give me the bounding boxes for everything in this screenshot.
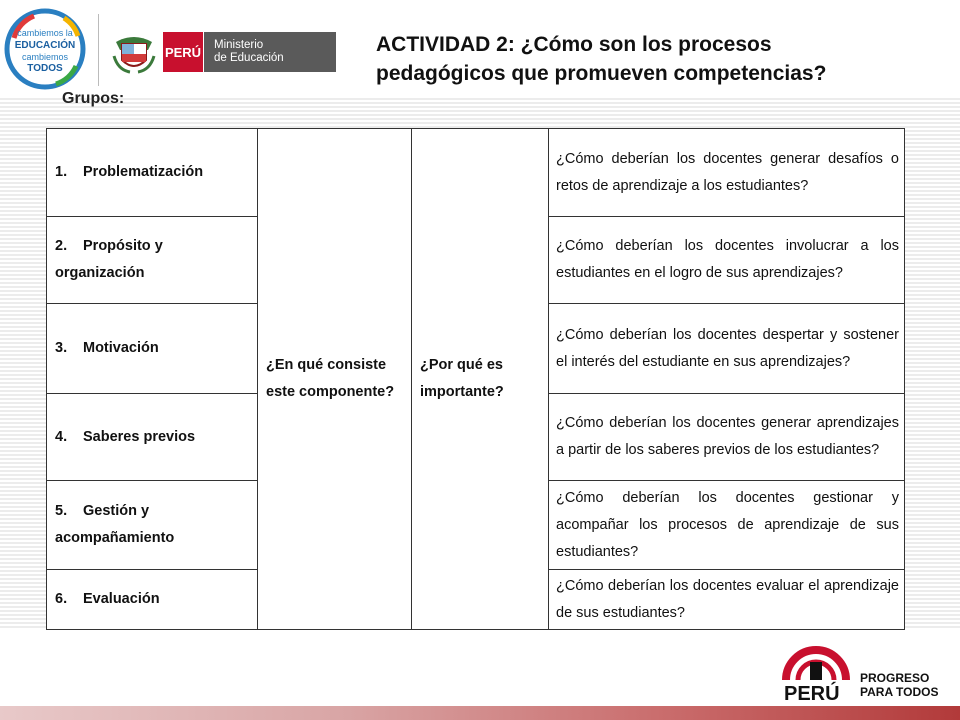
peru-logo-line-1: PROGRESO xyxy=(860,671,930,685)
peru-logo-word: PERÚ xyxy=(784,683,840,702)
group-name: Evaluación xyxy=(83,591,160,607)
group-number: 2. xyxy=(55,238,68,254)
group-cell xyxy=(47,394,258,481)
page-title xyxy=(376,30,936,88)
component-question-cell: ¿En qué consiste este componente? xyxy=(258,129,412,630)
title-line-1: ACTIVIDAD 2: ¿Cómo son los procesos xyxy=(376,33,772,56)
group-name: Gestión y acompañamiento xyxy=(55,503,175,546)
group-number: 4. xyxy=(55,428,68,445)
group-name: Motivación xyxy=(83,340,159,356)
guiding-question-cell: ¿Cómo deberían los docentes gestionar y acompañar los procesos de aprendizaje de sus estudiantes? xyxy=(549,481,905,570)
bottom-accent-bar xyxy=(0,706,960,720)
guiding-question-cell: ¿Cómo deberían los docentes despertar y sostener el interés del estudiante en sus aprendizajes? xyxy=(549,304,905,394)
campaign-text-1: cambiemos la xyxy=(17,28,73,38)
table-row xyxy=(47,129,905,217)
group-cell xyxy=(47,481,258,570)
guiding-question-cell: ¿Cómo deberían los docentes generar aprendizajes a partir de los saberes previos de los estudiantes? xyxy=(549,394,905,481)
group-number: 6. xyxy=(55,591,68,607)
group-number: 3. xyxy=(55,340,68,356)
group-cell xyxy=(47,304,258,394)
header-divider xyxy=(98,14,99,86)
importance-question-cell: ¿Por qué es importante? xyxy=(412,129,549,630)
group-name: Propósito y organización xyxy=(55,238,163,281)
campaign-text-2: EDUCACIÓN xyxy=(14,40,76,51)
ministry-line-2: de Educación xyxy=(214,52,284,64)
peru-logo-line-2: PARA TODOS xyxy=(860,685,939,699)
title-line-2: pedagógicos que promueven competencias? xyxy=(376,62,827,85)
ministry-banner xyxy=(163,32,336,72)
group-number: 5. xyxy=(55,503,68,519)
activity-table xyxy=(46,128,905,630)
group-cell xyxy=(47,129,258,217)
peru-progreso-logo xyxy=(780,636,950,702)
group-number: 1. xyxy=(55,164,68,180)
guiding-question-cell: ¿Cómo deberían los docentes evaluar el aprendizaje de sus estudiantes? xyxy=(549,570,905,630)
campaign-text-3: cambiemos xyxy=(21,52,69,62)
campaign-text-4: TODOS xyxy=(27,63,63,74)
guiding-question-cell: ¿Cómo deberían los docentes involucrar a los estudiantes en el logro de sus aprendizajes? xyxy=(549,217,905,304)
guiding-question-cell: ¿Cómo deberían los docentes generar desafíos o retos de aprendizaje a los estudiantes? xyxy=(549,129,905,217)
group-name: Problematización xyxy=(83,164,204,180)
ministry-line-1: Ministerio xyxy=(214,39,264,51)
national-shield-icon xyxy=(112,30,156,74)
ministry-name xyxy=(203,32,336,72)
group-name: Saberes previos xyxy=(83,428,196,445)
group-cell xyxy=(47,217,258,304)
groups-label: Grupos: xyxy=(62,90,125,107)
group-cell xyxy=(47,570,258,630)
peru-label: PERÚ xyxy=(163,32,203,72)
campaign-logo xyxy=(4,8,86,90)
